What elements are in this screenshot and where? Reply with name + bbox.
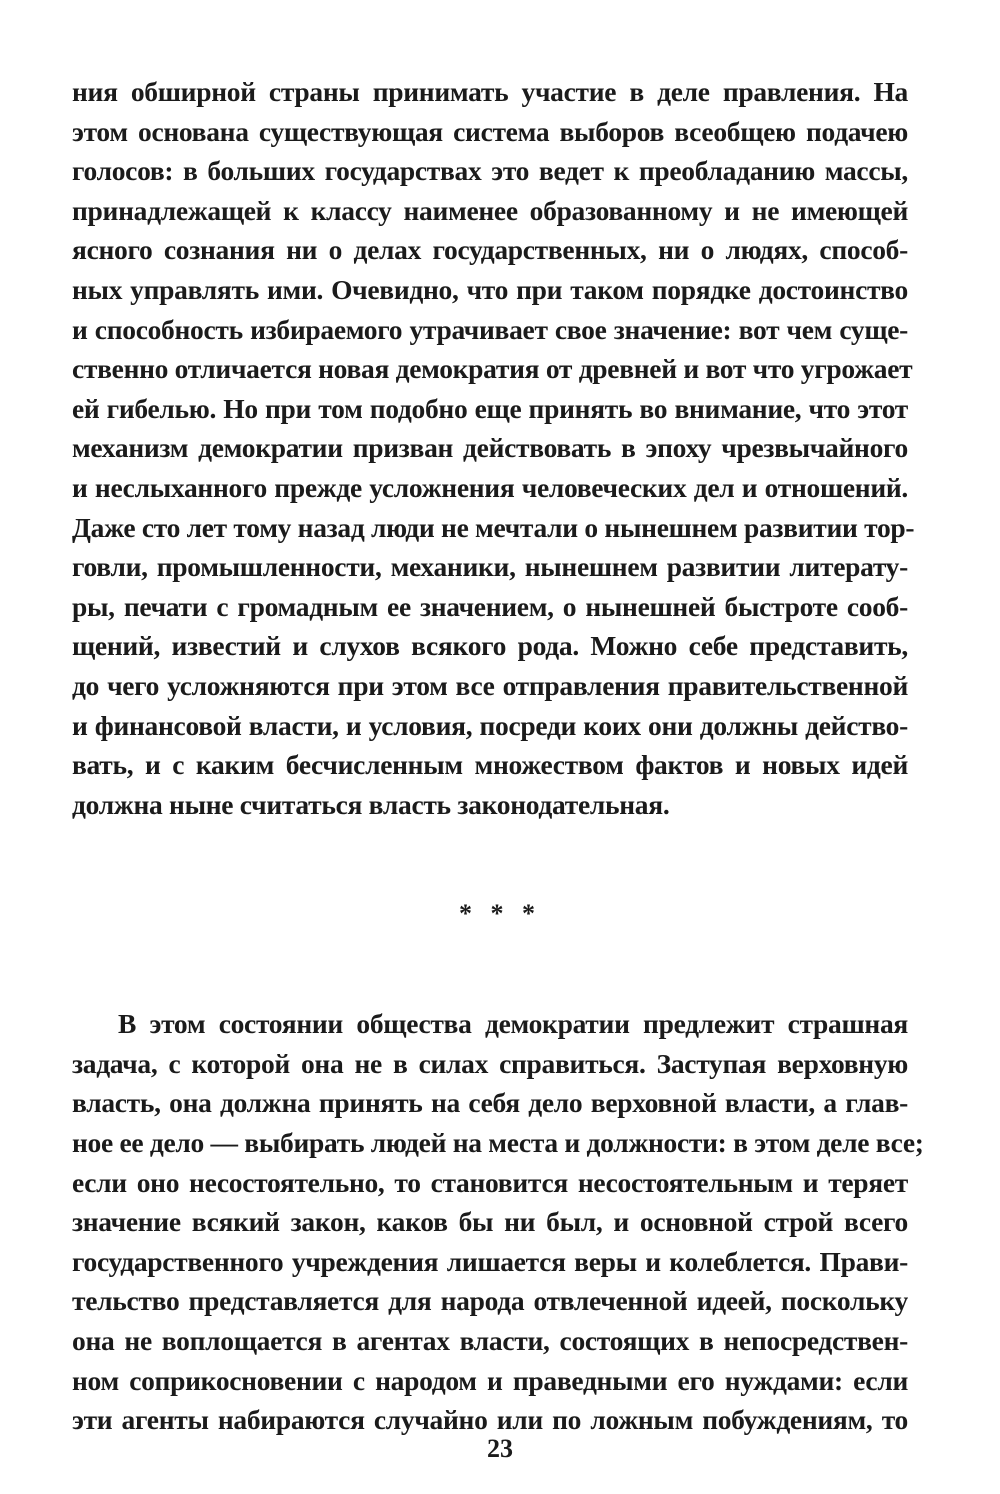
book-page: [72, 72, 924, 1440]
text-line: тельство представляется для народа отвлеченной идеей, поскольку: [72, 1285, 908, 1317]
text-line: вать, и с каким бесчисленным множеством фактов и новых идей: [72, 749, 908, 781]
text-line: и неслыханного прежде усложнения человеческих дел и отношений.: [72, 471, 908, 503]
paragraph-1: [72, 72, 915, 824]
text-line: власть, она должна принять на себя дело верховной власти, а глав-: [72, 1087, 908, 1119]
text-line: ных управлять ими. Очевидно, что при таком порядке достоинство: [72, 273, 908, 305]
text-line: и финансовой власти, и условия, посреди коих они должны действо-: [72, 709, 908, 741]
text-line: до чего усложняются при этом все отправления правительственной: [72, 669, 908, 701]
text-line: она не воплощается в агентах власти, состоящих в непосредствен-: [72, 1325, 908, 1357]
text-line: эти агенты набираются случайно или по ложным побуждениям, то: [72, 1404, 908, 1436]
text-line: голосов: в больших государствах это ведет к преобладанию массы,: [72, 155, 908, 187]
page-number: 23: [487, 1434, 513, 1463]
text-line: должна ныне считаться власть законодательная.: [72, 788, 670, 820]
text-line: ственно отличается новая демократия от древней и вот что угрожает: [72, 353, 913, 385]
text-line: принадлежащей к классу наименее образованному и не имеющей: [72, 194, 908, 226]
text-line: щений, известий и слухов всякого рода. Можно себе представить,: [72, 630, 908, 662]
text-line: механизм демократии призван действовать в эпоху чрезвычайного: [72, 432, 908, 464]
text-line: говли, промышленности, механики, нынешнем развитии литерату-: [72, 551, 908, 583]
text-line: ное ее дело — выбирать людей на места и должности: в этом деле все;: [72, 1127, 924, 1159]
text-line: и способность избираемого утрачивает свое значение: вот чем суще-: [72, 313, 908, 345]
section-separator: * * *: [459, 899, 541, 929]
text-line: ном соприкосновении с народом и праведными его нуждами: если: [72, 1364, 908, 1396]
text-line: Даже сто лет тому назад люди не мечтали о нынешнем развитии тор-: [72, 511, 915, 543]
text-line: В этом состоянии общества демократии предлежит страшная: [118, 1008, 908, 1040]
text-line: ния обширной страны принимать участие в деле правления. На: [72, 76, 908, 107]
text-line: ясного сознания ни о делах государственных, ни о людях, способ-: [72, 234, 908, 266]
text-line: если оно несостоятельно, то становится несостоятельным и теряет: [72, 1166, 908, 1198]
text-line: этом основана существующая система выборов всеобщею подачею: [72, 115, 908, 147]
text-line: задача, с которой она не в силах справиться. Заступая верховную: [72, 1047, 908, 1079]
text-line: значение всякий закон, каков бы ни был, и основной строй всего: [72, 1206, 908, 1238]
text-line: государственного учреждения лишается веры и колеблется. Прави-: [72, 1245, 908, 1277]
text-line: ей гибелью. Но при том подобно еще принять во внимание, что этот: [72, 392, 908, 424]
text-line: ры, печати с громадным ее значением, о нынешней быстроте сооб-: [72, 590, 908, 622]
paragraph-2: [72, 1004, 924, 1440]
